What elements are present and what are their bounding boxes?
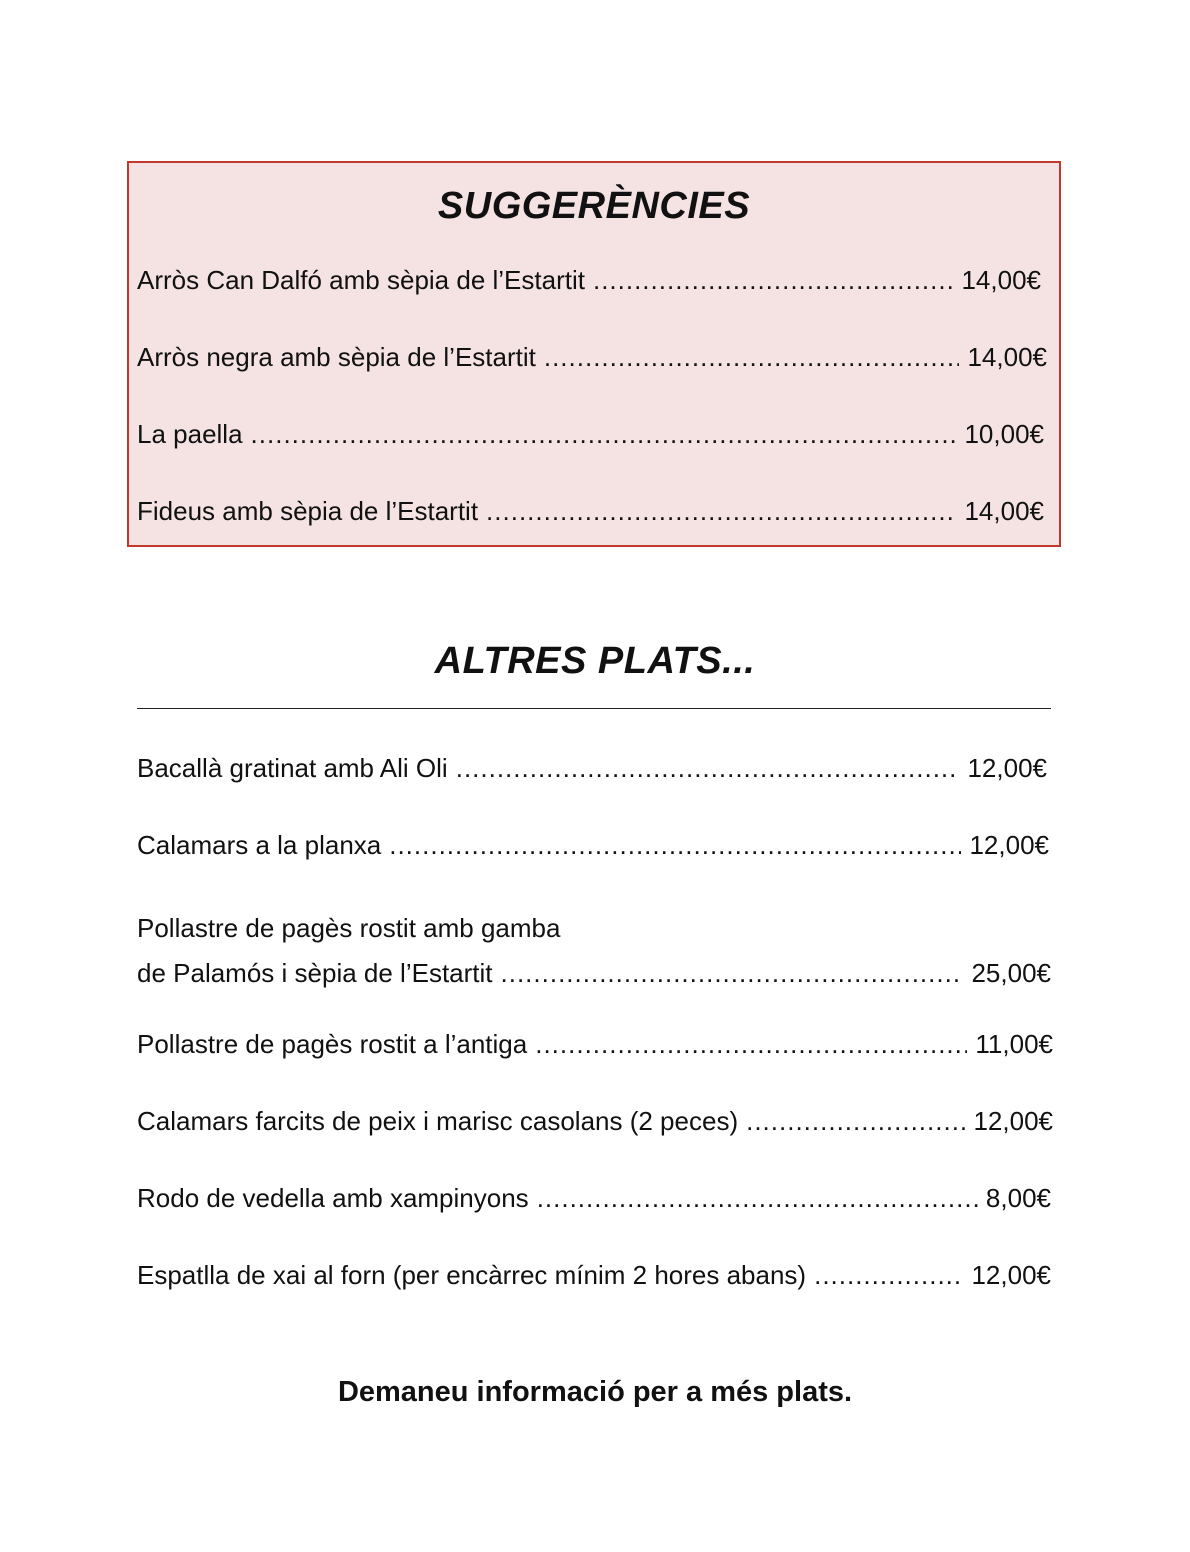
menu-item-name-line2: de Palamós i sèpia de l’Estartit <box>137 958 493 988</box>
menu-item-price: 8,00€ <box>985 1183 1051 1213</box>
menu-item <box>137 264 1041 296</box>
menu-item-price: 14,00€ <box>964 496 1044 526</box>
leader-dots <box>746 1105 965 1137</box>
menu-item-name-line1: Pollastre de pagès rostit amb gamba <box>137 913 561 943</box>
leader-dots <box>544 341 960 373</box>
menu-item <box>137 1105 1053 1137</box>
leader-dots <box>535 1028 967 1060</box>
leader-dots <box>537 1182 978 1214</box>
menu-item-price: 14,00€ <box>961 265 1041 295</box>
menu-item-name: Arròs Can Dalfó amb sèpia de l’Estartit <box>137 265 585 295</box>
menu-item-price: 12,00€ <box>967 753 1047 783</box>
leader-dots <box>389 829 961 861</box>
leader-dots <box>593 264 954 296</box>
menu-item-name: Espatlla de xai al forn (per encàrrec mínim 2 hores abans) <box>137 1260 807 1290</box>
leader-dots <box>251 418 957 450</box>
leader-dots <box>486 495 956 527</box>
footer-note: Demaneu informació per a més plats. <box>337 1376 853 1408</box>
leader-dots <box>501 951 964 996</box>
menu-item-name: Fideus amb sèpia de l’Estartit <box>137 496 479 526</box>
menu-item-name: Calamars a la planxa <box>137 830 382 860</box>
menu-item-name: Rodo de vedella amb xampinyons <box>137 1183 529 1213</box>
section-divider <box>137 708 1051 709</box>
menu-item-name: La paella <box>137 419 243 449</box>
menu-item-line <box>137 951 1051 996</box>
menu-item <box>137 829 1049 861</box>
menu-item-name: Bacallà gratinat amb Ali Oli <box>137 753 448 783</box>
menu-item-price: 12,00€ <box>973 1106 1053 1136</box>
menu-item <box>137 752 1047 784</box>
menu-item-name: Arròs negra amb sèpia de l’Estartit <box>137 342 536 372</box>
menu-item <box>137 341 1047 373</box>
menu-item-price: 11,00€ <box>975 1029 1053 1059</box>
menu-item <box>137 1182 1051 1214</box>
menu-item-line <box>137 906 1051 951</box>
menu-item-price: 10,00€ <box>964 419 1044 449</box>
menu-item <box>137 495 1044 527</box>
menu-item-price: 12,00€ <box>971 1260 1051 1290</box>
leader-dots <box>456 752 960 784</box>
menu-item <box>137 906 1051 996</box>
other-dishes-title: ALTRES PLATS... <box>434 640 756 682</box>
menu-item-price: 12,00€ <box>969 830 1049 860</box>
suggestions-title: SUGGERÈNCIES <box>437 185 751 227</box>
menu-item-price: 14,00€ <box>967 342 1047 372</box>
menu-item <box>137 418 1044 450</box>
menu-item-name: Pollastre de pagès rostit a l’antiga <box>137 1029 528 1059</box>
menu-item <box>137 1259 1051 1291</box>
menu-item-name: Calamars farcits de peix i marisc casolans (2 peces) <box>137 1106 739 1136</box>
leader-dots <box>814 1259 963 1291</box>
menu-item <box>137 1028 1053 1060</box>
menu-item-price: 25,00€ <box>971 958 1051 988</box>
